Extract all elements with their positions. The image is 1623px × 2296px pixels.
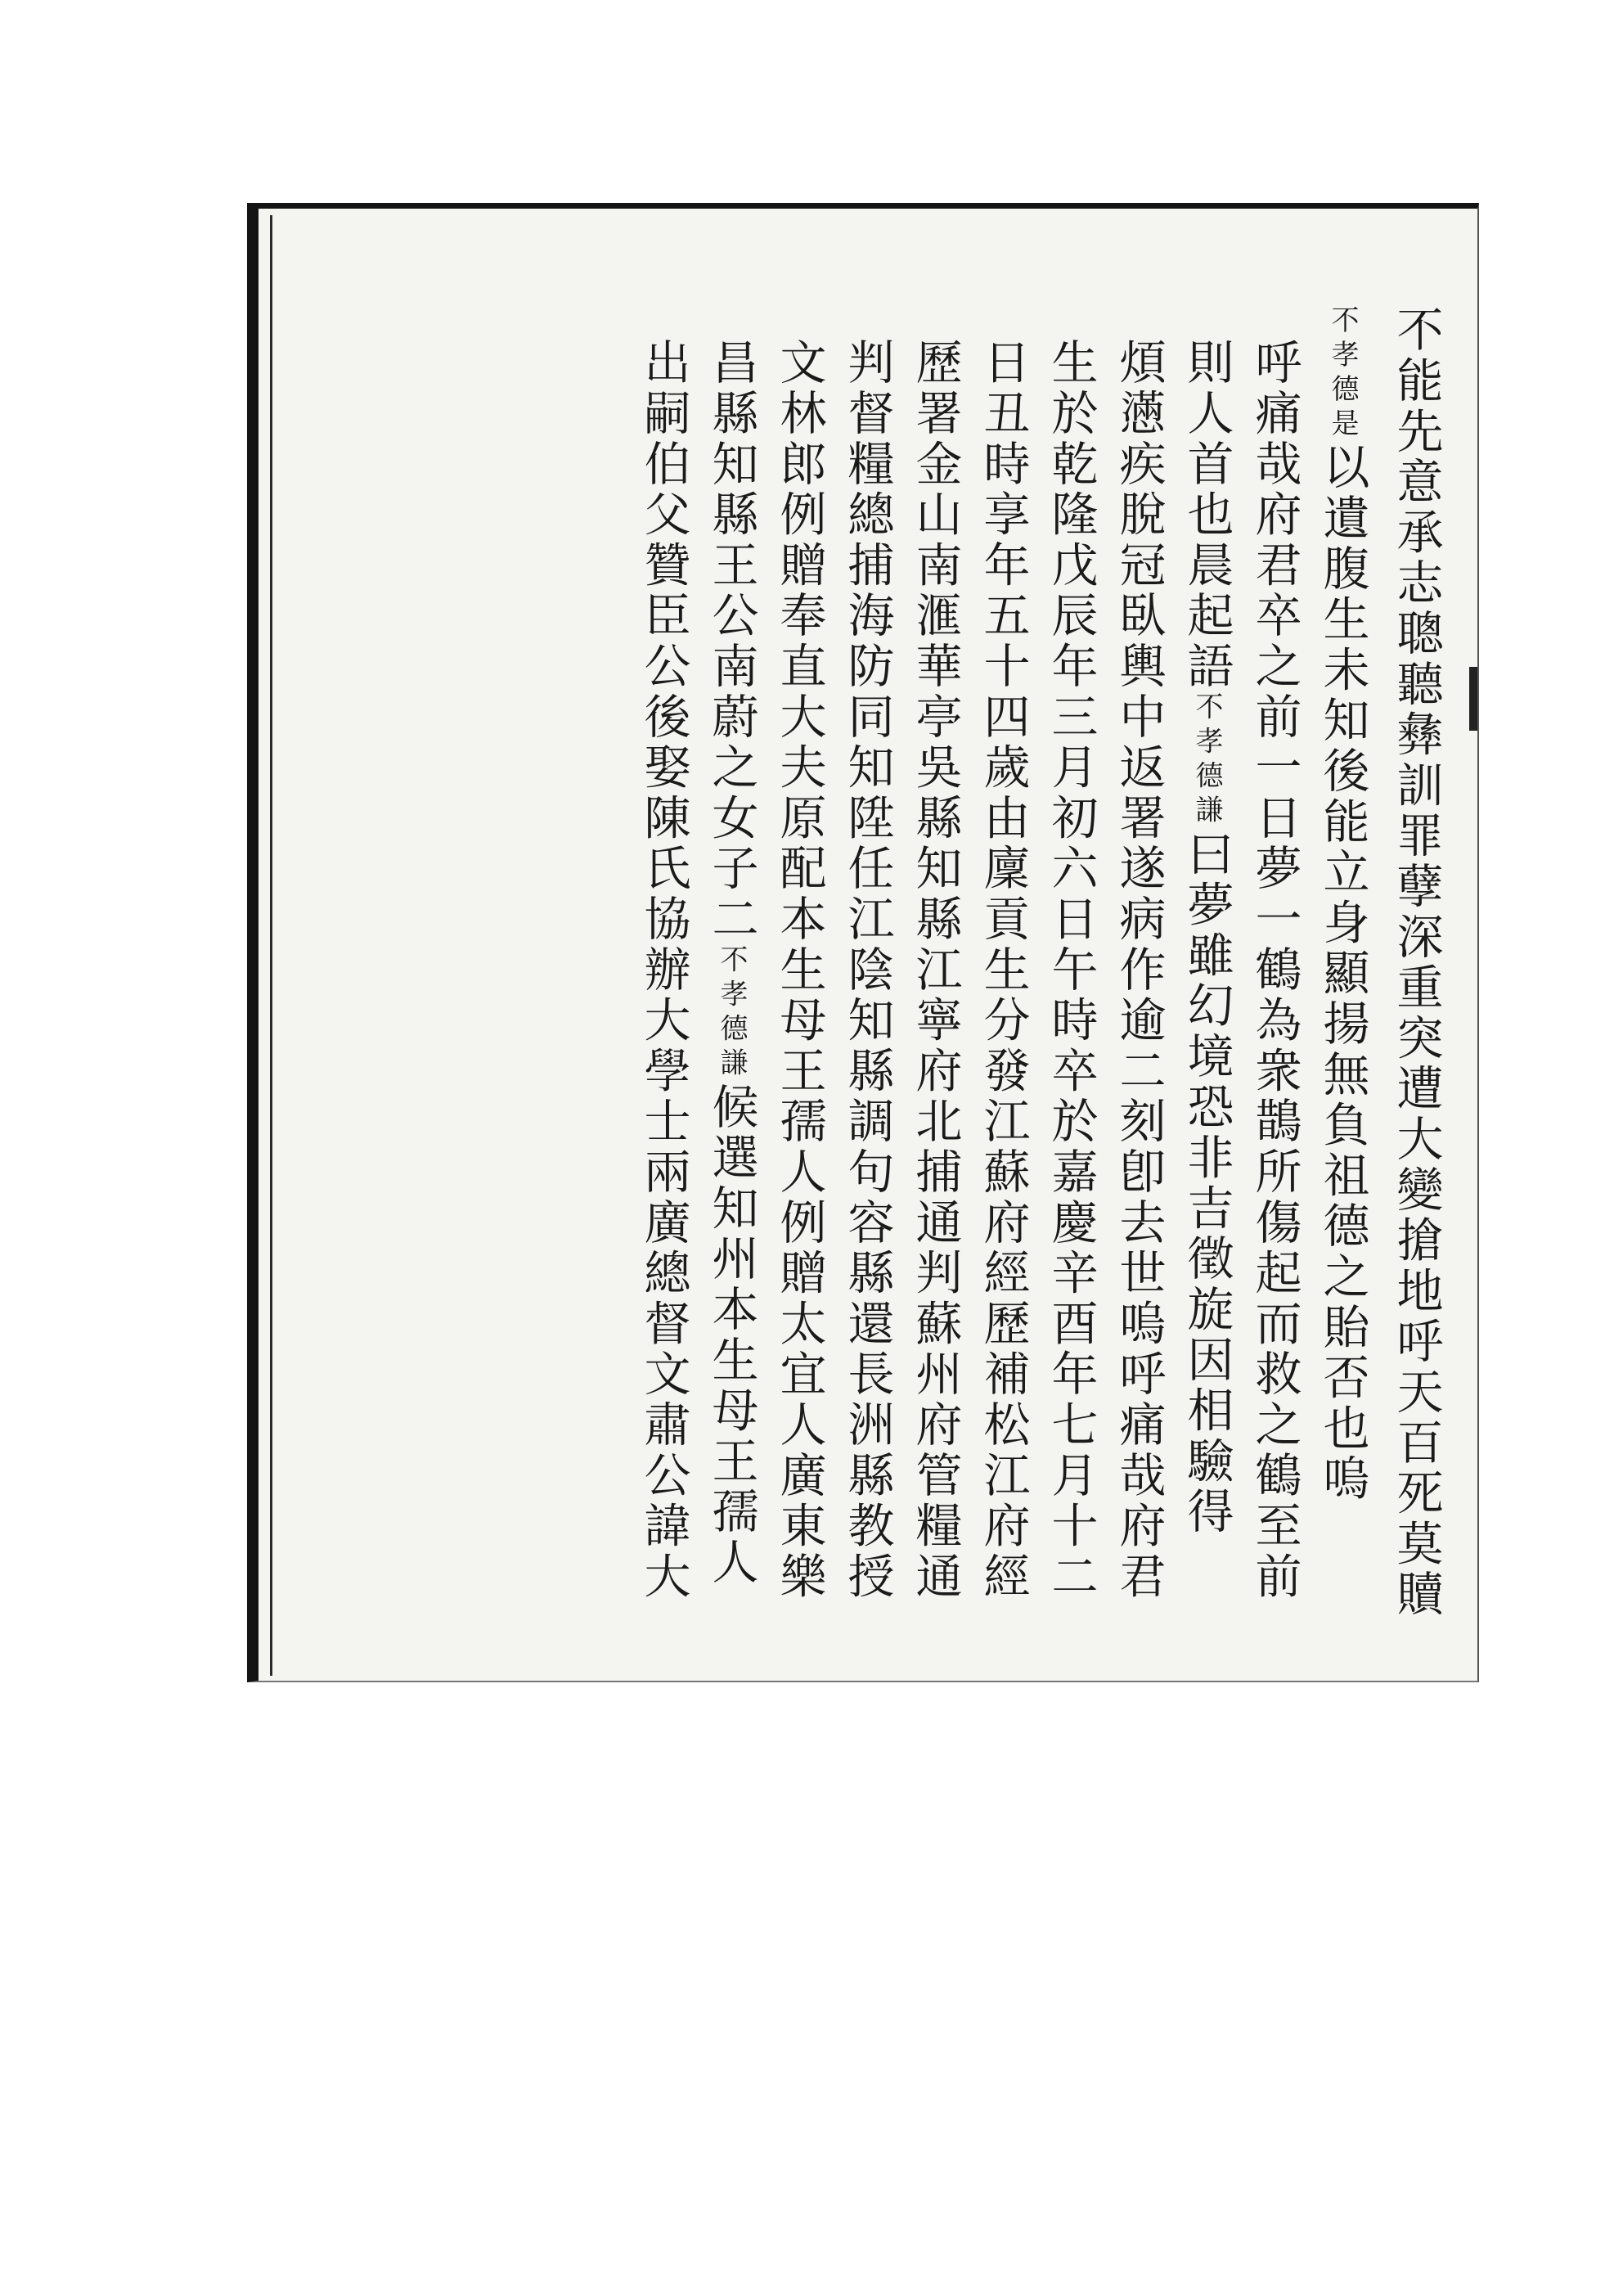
book-page bbox=[247, 203, 1479, 1682]
text-column-4-note: 不孝德謙 bbox=[1190, 691, 1223, 830]
text-column-4-b: 曰夢雖幻境恐非吉徵旋因相驗得 bbox=[1180, 829, 1234, 1537]
text-column-6: 生於乾隆戊辰年三月初六日午時卒於嘉慶辛酉年七月十二 bbox=[1044, 338, 1098, 1602]
text-column-8: 歷署金山南滙華亭吳縣知縣江寧府北捕通判蘇州府管糧通 bbox=[908, 338, 962, 1602]
text-column-5: 煩懣疾脫冠臥輿中返署遂病作逾二刻卽去世嗚呼痛哉府君 bbox=[1112, 338, 1166, 1602]
text-column-1: 不能先意承志聰聽彝訓罪孽深重突遭大變搶地呼天百死莫贖 bbox=[1389, 305, 1443, 1620]
text-column-3: 呼痛哉府君卒之前一日夢一鶴為衆鵲所傷起而救之鶴至前 bbox=[1248, 338, 1302, 1602]
text-column-11-a: 昌縣知縣王公南蔚之女子二 bbox=[704, 338, 758, 945]
text-column-2-note: 不孝德是 bbox=[1326, 305, 1359, 443]
binding-mark bbox=[1469, 667, 1479, 731]
text-column-7: 日丑時享年五十四歲由廩貢生分發江蘇府經歷補松江府經 bbox=[976, 338, 1030, 1602]
text-column-2 bbox=[1315, 305, 1369, 1505]
text-column-11-b: 候選知州本生母王孺人 bbox=[704, 1082, 758, 1588]
text-column-11 bbox=[704, 338, 758, 1588]
text-column-11-note: 不孝德謙 bbox=[715, 944, 748, 1083]
text-column-2-main: 以遺腹生未知後能立身顯揚無負祖德之貽否也嗚 bbox=[1315, 443, 1369, 1505]
text-column-9: 判督糧總捕海防同知陞任江陰知縣調句容縣還長洲縣教授 bbox=[840, 338, 894, 1602]
text-column-4 bbox=[1180, 338, 1234, 1537]
text-column-12: 出嗣伯父贊臣公後娶陳氏協辦大學士兩廣總督文肅公諱大 bbox=[636, 338, 690, 1602]
page-border-rule bbox=[270, 215, 272, 1676]
text-column-10: 文林郎例贈奉直大夫原配本生母王孺人例贈太宜人廣東樂 bbox=[772, 338, 826, 1602]
text-column-4-a: 則人首也晨起語 bbox=[1180, 338, 1234, 692]
